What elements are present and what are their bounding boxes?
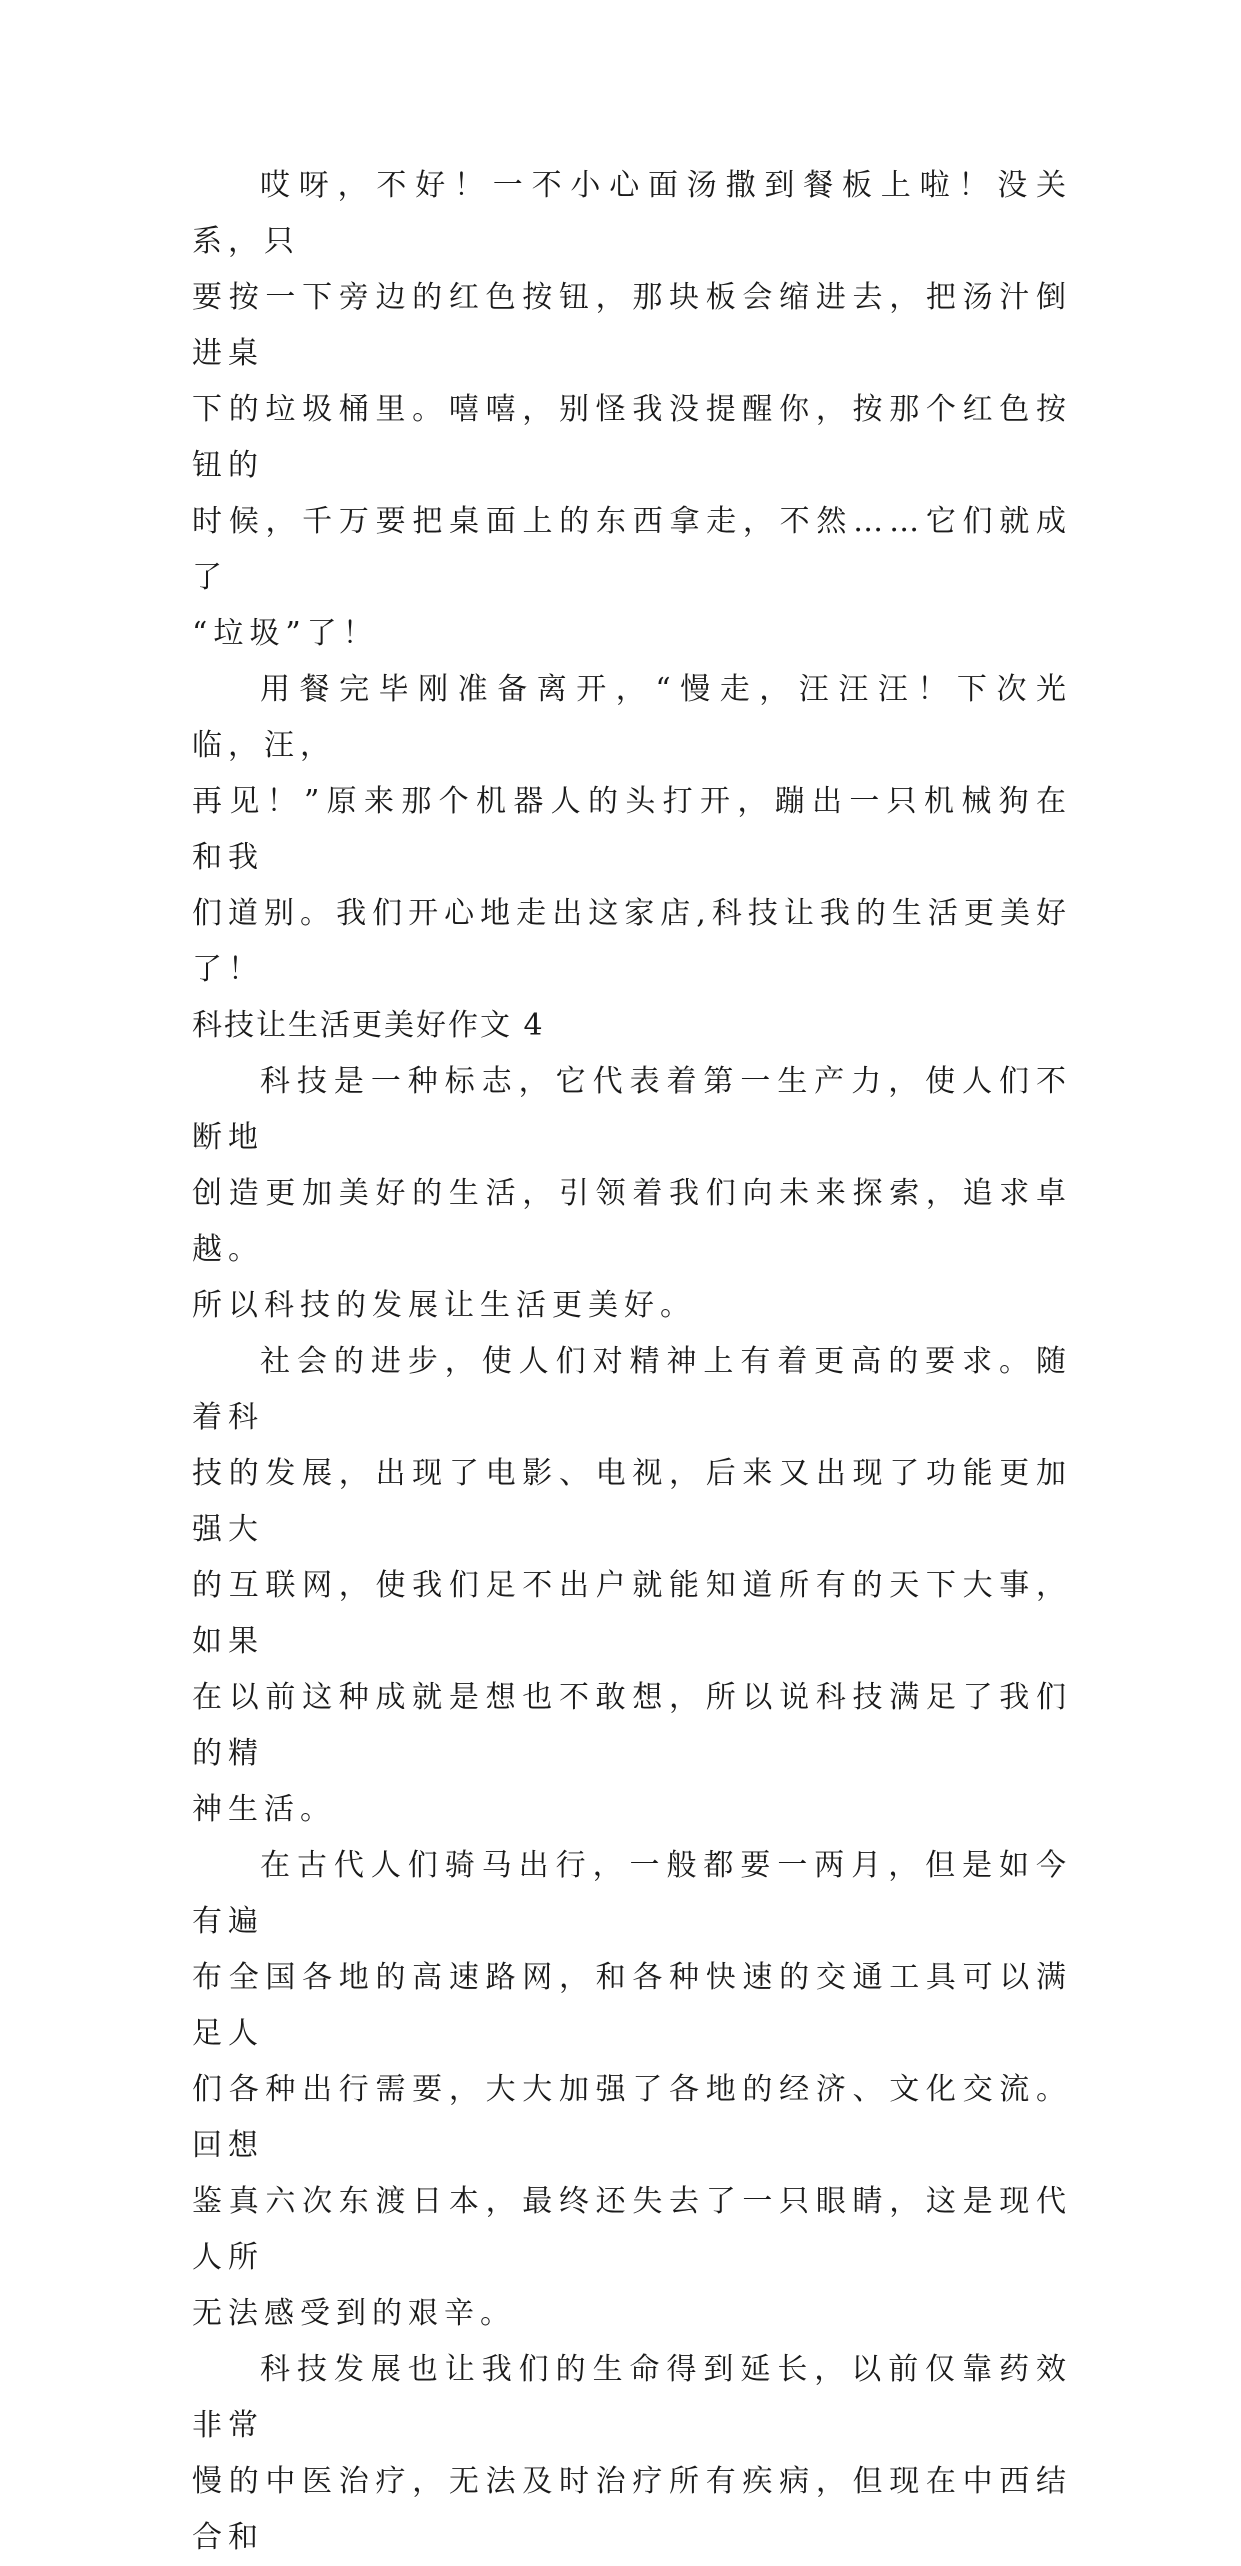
- text-line: 再见！”原来那个机器人的头打开，蹦出一只机械狗在和我: [192, 784, 1072, 875]
- text-line: 所以科技的发展让生活更美好。: [192, 1288, 696, 1323]
- text-line: 哎呀，不好！一不小心面汤撒到餐板上啦！没关系，只: [192, 168, 1072, 259]
- text-line: 的互联网，使我们足不出户就能知道所有的天下大事，如果: [192, 1568, 1072, 1659]
- text-line: 创造更加美好的生活，引领着我们向未来探索，追求卓越。: [192, 1176, 1072, 1267]
- text-line: 时候，千万要把桌面上的东西拿走，不然……它们就成了: [192, 504, 1072, 595]
- section-heading: [192, 998, 1072, 1054]
- document-body: [192, 158, 1072, 2566]
- text-line: 们各种出行需要，大大加强了各地的经济、文化交流。回想: [192, 2072, 1072, 2163]
- paragraph: [192, 1334, 1072, 1838]
- paragraph: [192, 2342, 1072, 2566]
- heading-line: 科技让生活更美好作文 4: [192, 1008, 545, 1043]
- text-line: 要按一下旁边的红色按钮，那块板会缩进去，把汤汁倒进桌: [192, 280, 1072, 371]
- text-line: 布全国各地的高速路网，和各种快速的交通工具可以满足人: [192, 1960, 1072, 2051]
- paragraph: [192, 662, 1072, 998]
- text-line: 在以前这种成就是想也不敢想，所以说科技满足了我们的精: [192, 1680, 1072, 1771]
- paragraph: [192, 1054, 1072, 1334]
- paragraph: [192, 1838, 1072, 2342]
- text-line: 科技是一种标志，它代表着第一生产力，使人们不断地: [192, 1064, 1072, 1155]
- text-line: 鉴真六次东渡日本，最终还失去了一只眼睛，这是现代人所: [192, 2184, 1072, 2275]
- text-line: 技的发展，出现了电影、电视，后来又出现了功能更加强大: [192, 1456, 1072, 1547]
- paragraph: [192, 158, 1072, 662]
- text-line: 社会的进步，使人们对精神上有着更高的要求。随着科: [192, 1344, 1072, 1435]
- text-line: 科技发展也让我们的生命得到延长，以前仅靠药效非常: [192, 2352, 1072, 2443]
- text-line: 在古代人们骑马出行，一般都要一两月，但是如今有遍: [192, 1848, 1072, 1939]
- text-line: 用餐完毕刚准备离开，“慢走，汪汪汪！下次光临，汪，: [192, 672, 1072, 763]
- text-line: 无法感受到的艰辛。: [192, 2296, 516, 2331]
- text-line: 们道别。我们开心地走出这家店,科技让我的生活更美好了！: [192, 896, 1072, 987]
- text-line: 慢的中医治疗，无法及时治疗所有疾病，但现在中西结合和: [192, 2464, 1072, 2555]
- text-line: 神生活。: [192, 1792, 336, 1827]
- text-line: “垃圾”了！: [192, 616, 379, 651]
- text-line: 下的垃圾桶里。嘻嘻，别怪我没提醒你，按那个红色按钮的: [192, 392, 1072, 483]
